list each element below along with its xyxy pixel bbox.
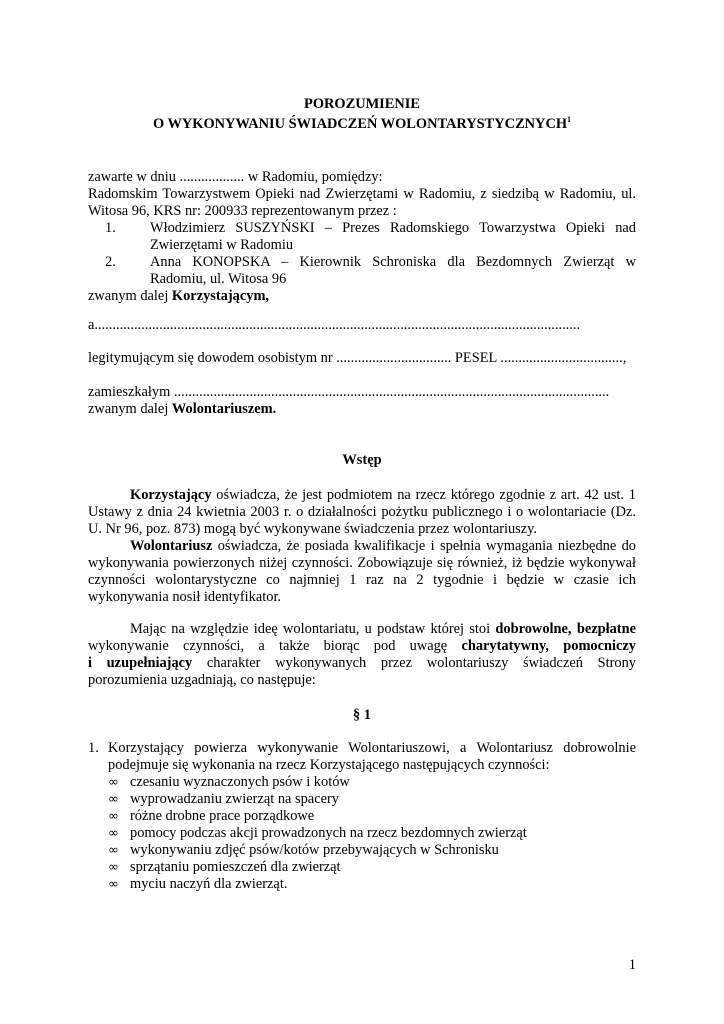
task-list-item: sprzątaniu pomieszczeń dla zwierząt: [130, 859, 341, 875]
infinity-bullet-icon: ∞: [108, 792, 119, 807]
representative-1-line2: Zwierzętami w Radomiu: [150, 237, 294, 253]
representative-2-line1: Anna KONOPSKA – Kierownik Schroniska dla Bezdomnych Zwierząt w: [150, 254, 636, 270]
infinity-bullet-icon: ∞: [108, 775, 119, 790]
intro-line2: Radomskim Towarzystwem Opieki nad Zwierzętami w Radomiu, z siedzibą w Radomiu, ul.: [88, 186, 636, 202]
infinity-bullet-icon: ∞: [108, 877, 119, 892]
volunteer-name-field: a.......................................................................................................................................: [88, 317, 581, 333]
task-list-item: czesaniu wyznaczonych psów i kotów: [130, 774, 350, 790]
task-list-item: myciu naczyń dla zwierząt.: [130, 876, 288, 892]
wstep-p3-line1: Mając na względzie ideę wolontariatu, u podstaw której stoi dobrowolne, bezpłatne: [130, 621, 636, 637]
section-1-line2: podejmuje się wykonania na rzecz Korzystającego następujących czynności:: [108, 757, 550, 773]
wstep-p2-line1: Wolontariusz oświadcza, że posiada kwalifikacje i spełnia wymagania niezbędne do: [130, 538, 636, 554]
infinity-bullet-icon: ∞: [108, 826, 119, 841]
task-list-item: różne drobne prace porządkowe: [130, 808, 315, 824]
footnote-marker: 1: [567, 115, 572, 125]
wstep-heading: Wstęp: [342, 452, 382, 468]
document-title-line2: O WYKONYWANIU ŚWIADCZEŃ WOLONTARYSTYCZNYCH$^1$: [152, 115, 572, 132]
infinity-bullet-icon: ∞: [108, 843, 119, 858]
wstep-p1-line1: Korzystający oświadcza, że jest podmiotem na rzecz którego zgodnie z art. 42 ust. 1: [130, 487, 636, 503]
representative-2-number: 2.: [105, 254, 116, 270]
section-1-item-number: 1.: [88, 740, 99, 756]
wstep-p3-line3: i uzupełniający charakter wykonywanych przez wolontariuszy świadczeń Strony: [88, 655, 636, 671]
task-list-item: wyprowadzaniu zwierząt na spacery: [130, 791, 339, 807]
wstep-p3-line2: wykonywanie czynności, a także biorąc pod uwagę charytatywny, pomocniczy: [88, 638, 636, 654]
wstep-p2-line4: wykonywania nosił identyfikator.: [88, 589, 282, 605]
korzystajacy-definition: zwanym dalej Korzystającym,: [88, 288, 270, 304]
representative-2-line2: Radomiu, ul. Witosa 96: [150, 271, 287, 287]
document-title-line1: POROZUMIENIE: [304, 96, 420, 112]
intro-line1: zawarte w dniu .................. w Radomiu, pomiędzy:: [88, 169, 383, 185]
wolontariusz-definition: zwanym dalej Wolontariuszem.: [88, 401, 277, 417]
task-list-item: wykonywaniu zdjęć psów/kotów przebywających w Schronisku: [130, 842, 499, 858]
section-1-line1: Korzystający powierza wykonywanie Wolontariuszowi, a Wolontariusz dobrowolnie: [108, 740, 636, 756]
page-number: 1: [628, 957, 636, 973]
infinity-bullet-icon: ∞: [108, 860, 119, 875]
volunteer-address-field: zamieszkałym .........................................................................................................................: [88, 384, 610, 400]
infinity-bullet-icon: ∞: [108, 809, 119, 824]
volunteer-id-field: legitymującym się dowodem osobistym nr ................................ PESEL ..................................,: [88, 350, 627, 366]
representative-1-line1: Włodzimierz SUSZYŃSKI – Prezes Radomskiego Towarzystwa Opieki nad: [150, 220, 636, 236]
wstep-p2-line3: czynności wolontarystyczne co najmniej 1 raz na 2 tygodnie i będzie w czasie ich: [88, 572, 636, 588]
wstep-p2-line2: wykonywania powierzonych niżej czynności. Zobowiązuje się również, iż będzie wykonywał: [88, 555, 636, 571]
section-1-heading: § 1: [353, 707, 371, 723]
wstep-p1-line3: U. Nr 96, poz. 873) mogą być wykonywane świadczenia przez wolontariuszy.: [88, 521, 538, 537]
representative-1-number: 1.: [105, 220, 116, 236]
wstep-p3-line4: porozumienia uzgadniają, co następuje:: [88, 672, 316, 688]
wstep-p1-line2: Ustawy z dnia 24 kwietnia 2003 r. o działalności pożytku publicznego i o wolontariacie (Dz.: [88, 504, 636, 520]
task-list-item: pomocy podczas akcji prowadzonych na rzecz bezdomnych zwierząt: [130, 825, 527, 841]
intro-line3: Witosa 96, KRS nr: 200933 reprezentowanym przez :: [88, 203, 397, 219]
